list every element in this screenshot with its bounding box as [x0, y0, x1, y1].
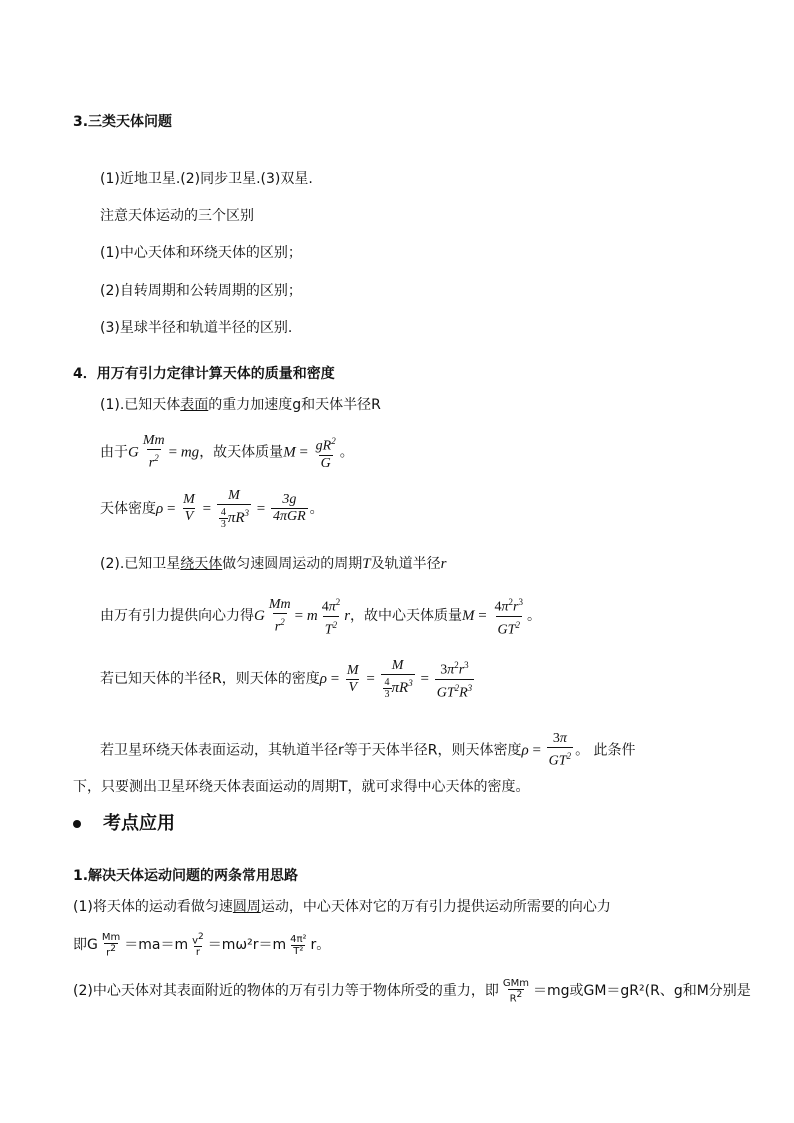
f4-pre: 若已知天体的半径R，则天体的密度 — [100, 671, 320, 688]
application-title: 考点应用 — [103, 813, 175, 834]
formula-3: 由万有引力提供向心力得G $\frac{Mm}{r^2}$ = m $\frac{4\pi^2}{T^2}$ r，故中心天体质量M = $\frac{4\pi^2r^3}{GT^2}$ 。 — [100, 596, 541, 638]
s4-para-2: (2).已知卫星绕天体做匀速圆周运动的周期T及轨道半径r — [100, 556, 447, 572]
f5-pre: 若卫星环绕天体表面运动，其轨道半径r等于天体半径R，则天体密度 — [100, 742, 522, 759]
s4-para-1 — [100, 396, 381, 414]
formula-2: 天体密度ρ = $\frac{M}{V}$ = M $\frac{4}{3}$ $\pi R^3$ = $\frac{3g}{\text{4πGR}}$ 。 — [100, 488, 324, 530]
app-heading-1: 1.解决天体运动问题的两条常用思路 — [73, 868, 299, 884]
section-3-heading: 3.三类天体问题 — [73, 114, 173, 130]
f2-pre: 天体密度 — [100, 500, 156, 517]
s3-line-4: (2)自转周期和公转周期的区别； — [100, 283, 302, 299]
s4-p2-pre: (2).已知卫星 — [100, 556, 181, 572]
s3-line-2: 注意天体运动的三个区别 — [100, 208, 254, 224]
formula-4: 若已知天体的半径R，则天体的密度ρ = $\frac{M}{V}$ = M $\frac{4}{3}$ $\pi R^3$ = $\frac{3\pi^2r^3}{GT^2R^3}$ — [100, 658, 473, 701]
s4-continuation: 下，只要测出卫星环绕天体表面运动的周期T，就可求得中心天体的密度。 — [73, 779, 530, 795]
section-4-heading: 4．用万有引力定律计算天体的质量和密度 — [73, 366, 335, 382]
app-line-1 — [73, 898, 611, 916]
s4-p1-underline: 表面 — [180, 397, 209, 413]
app-formula-line: 即G $\frac{Mm}{r^2}$ ＝ma＝m $\frac{v^2}{r}$ ＝mω²r＝m $\frac{\text{4π²}}{\text{T²}}$ r。 — [73, 932, 331, 959]
app-l2-pre: 即 — [73, 937, 87, 954]
app-l1-underline: 圆周 — [232, 899, 261, 915]
s4-p2-underline: 绕天体 — [180, 556, 223, 572]
f5-post: 。 此条件 — [575, 742, 636, 759]
s4-p1-pre: (1).已知天体 — [100, 397, 181, 413]
app-l1-pre: (1)将天体的运动看做匀速 — [73, 899, 233, 915]
s4-p1-post: 的重力加速度g和天体半径R — [208, 397, 381, 413]
s3-line-5: (3)星球半径和轨道半径的区别. — [100, 320, 293, 336]
f1-mid: ，故天体质量 — [199, 444, 284, 461]
formula-5: 若卫星环绕天体表面运动，其轨道半径r等于天体半径R，则天体密度ρ = $\frac{3\pi}{GT^2}$ 。 此条件 — [100, 731, 636, 769]
s4-p2-and: 及轨道半径 — [370, 556, 441, 572]
s3-line-3: (1)中心天体和环绕天体的区别； — [100, 245, 302, 261]
app-line-3: (2)中心天体对其表面附近的物体的万有引力等于物体所受的重力，即 $\frac{\text{GMm}}{R^2}$ ＝mg或GM＝gR²(R、g和M分别是 — [73, 978, 751, 1005]
formula-1: 由于G $\frac{Mm}{r^2}$ = mg，故天体质量M = $\frac{gR^2}{G}$ 。 — [100, 433, 354, 471]
app-l1-post: 运动，中心天体对它的万有引力提供运动所需要的向心力 — [260, 899, 611, 915]
s3-line-1: (1)近地卫星.(2)同步卫星.(3)双星. — [100, 171, 313, 187]
bullet-icon — [73, 820, 81, 828]
f3-mid: ，故中心天体质量 — [350, 608, 463, 625]
app-l3-post: ＝mg或GM＝gR²(R、g和M分别是 — [532, 983, 751, 1000]
s4-p2-post: 做匀速圆周运动的周期 — [222, 556, 363, 572]
application-heading — [73, 815, 175, 833]
f3-pre: 由万有引力提供向心力得 — [100, 608, 254, 625]
app-l3-pre: (2)中心天体对其表面附近的物体的万有引力等于物体所受的重力，即 — [73, 983, 499, 1000]
f1-pre: 由于 — [100, 444, 128, 461]
